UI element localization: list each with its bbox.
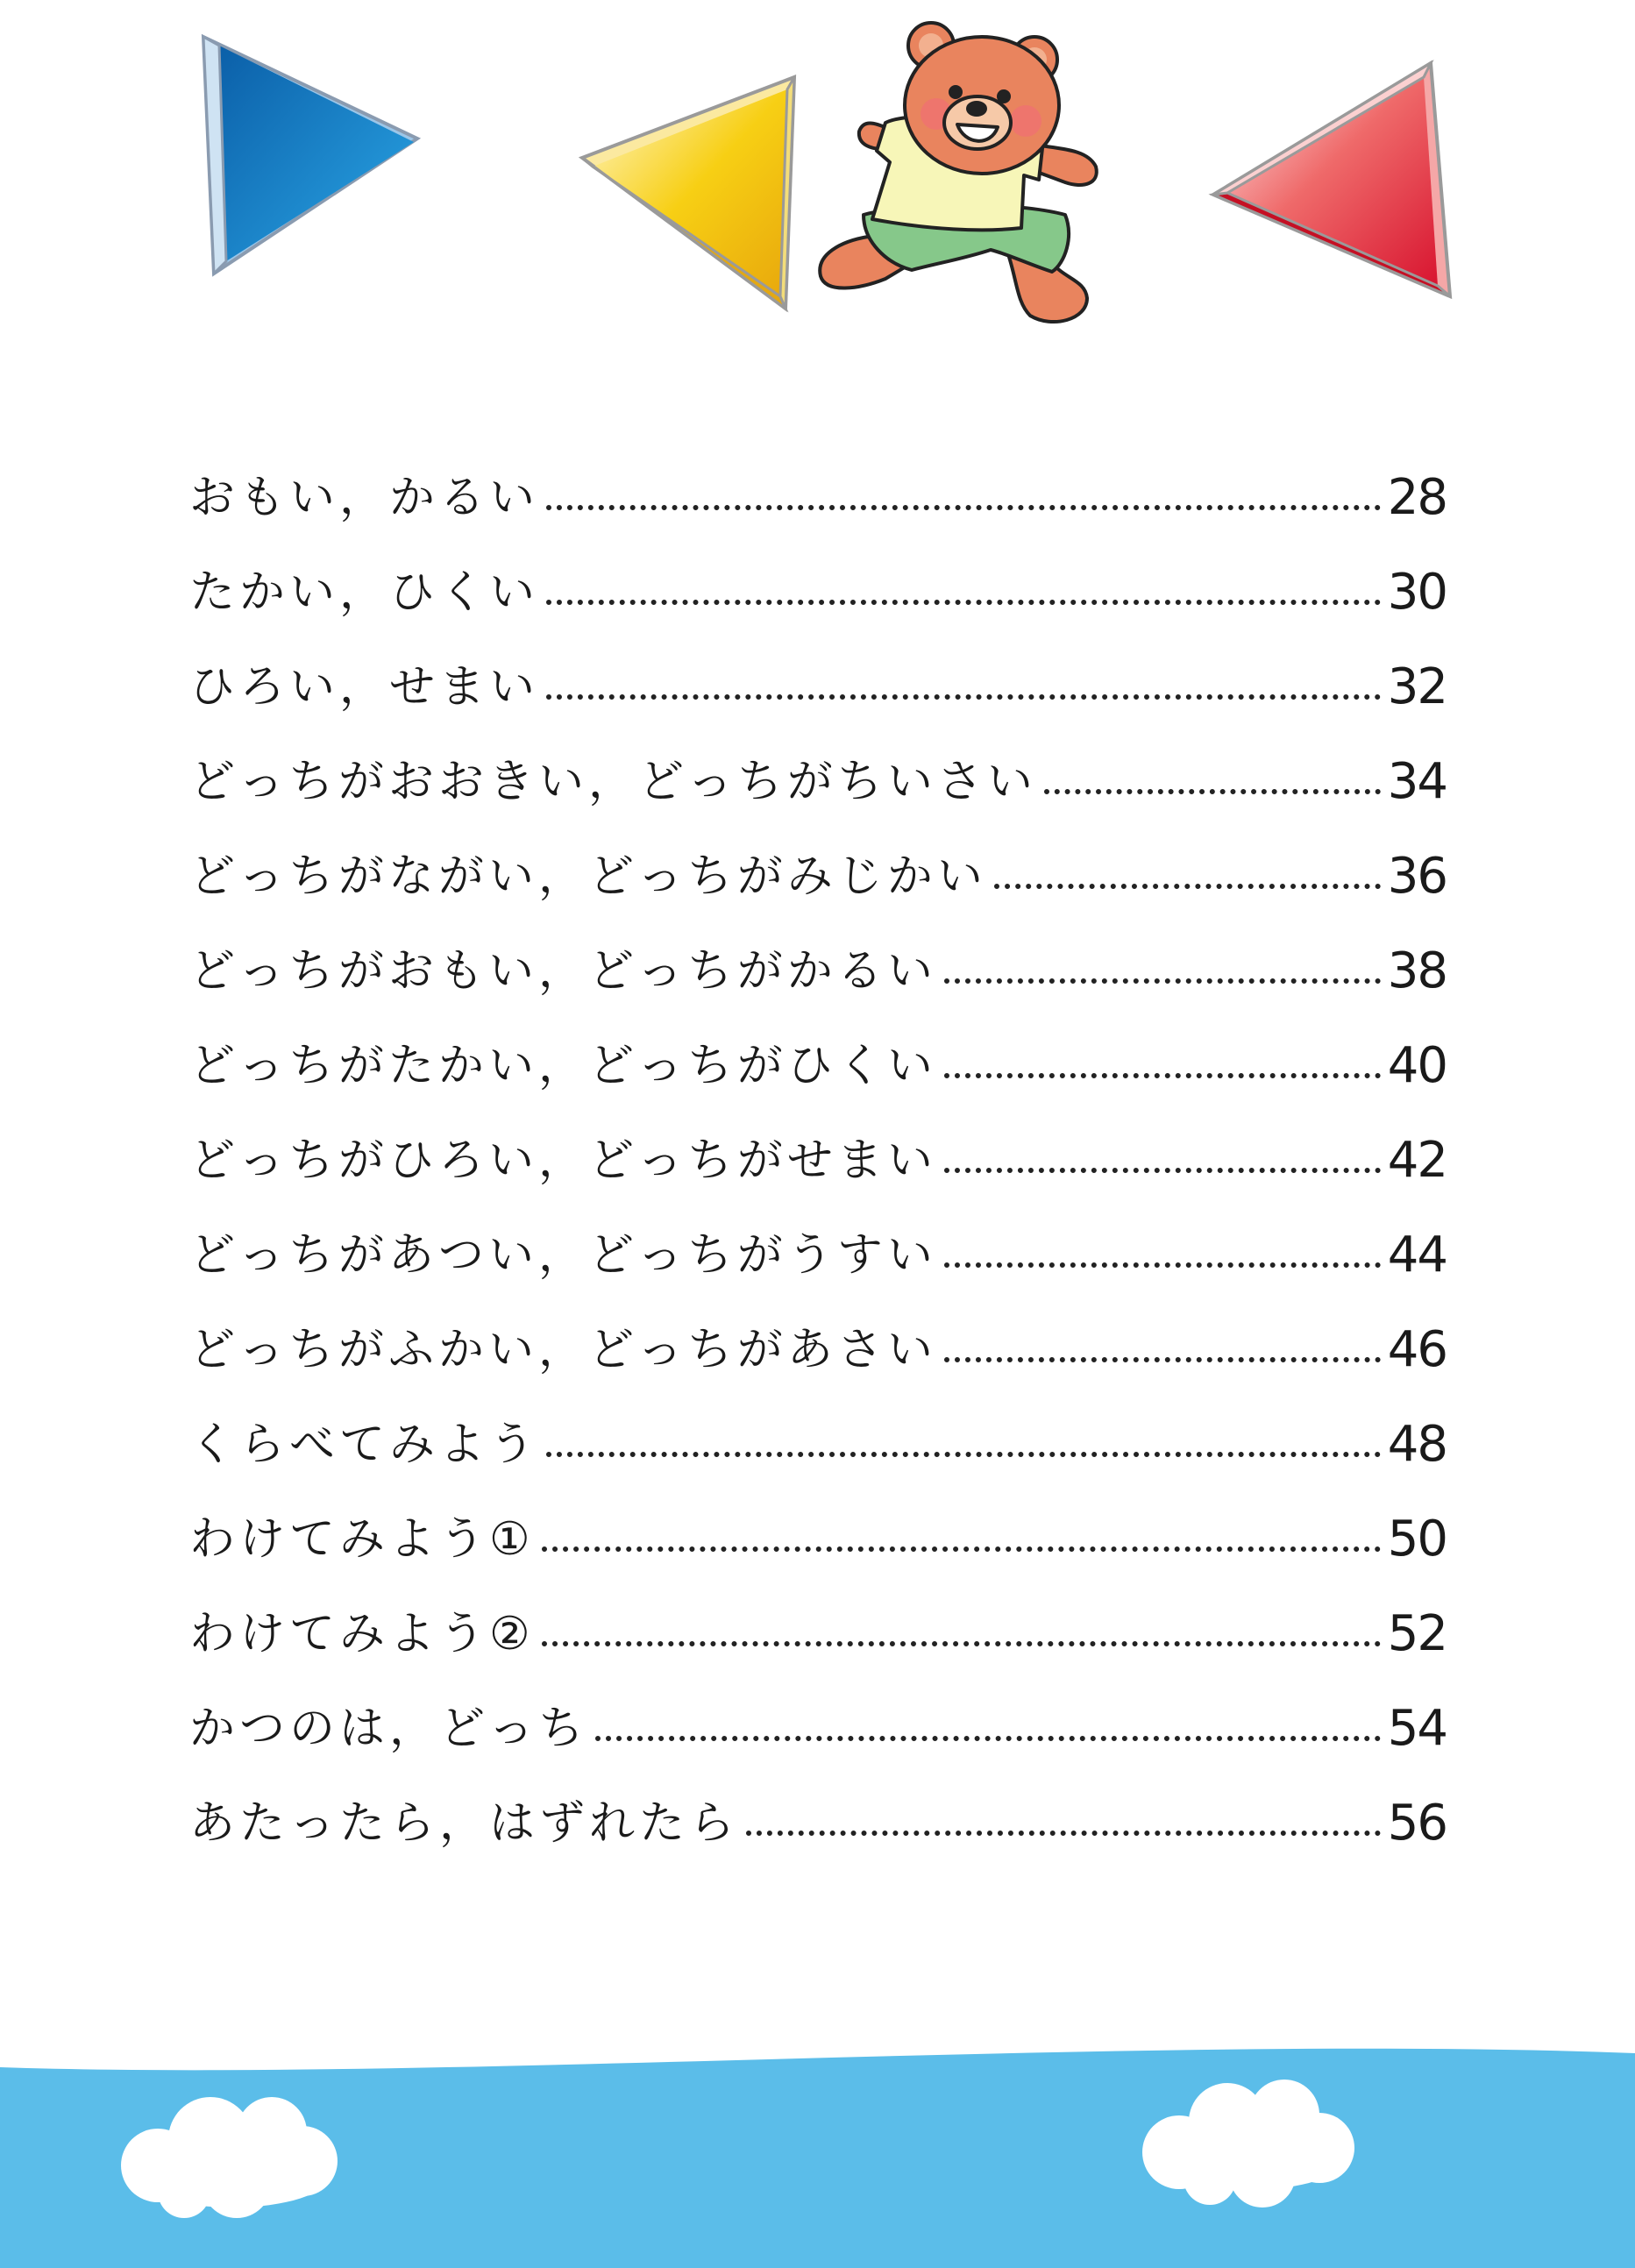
toc-entry-title: どっちがおもい，どっちがかるい bbox=[189, 945, 937, 998]
dotted-leader bbox=[546, 694, 1381, 700]
dotted-leader bbox=[546, 600, 1381, 605]
toc-entry[interactable] bbox=[189, 1471, 1447, 1566]
toc-entry-page: 50 bbox=[1387, 1511, 1447, 1568]
toc-entry[interactable] bbox=[189, 998, 1447, 1092]
dotted-leader bbox=[746, 1831, 1381, 1836]
dotted-leader bbox=[944, 1357, 1381, 1362]
toc-entry-title: あたったら，はずれたら bbox=[189, 1797, 740, 1850]
yellow-triangle-icon bbox=[582, 77, 794, 309]
toc-entry-title: くらべてみよう bbox=[189, 1418, 540, 1471]
toc-entry[interactable] bbox=[189, 1282, 1447, 1376]
toc-entry[interactable] bbox=[189, 808, 1447, 903]
dotted-leader bbox=[944, 1262, 1381, 1268]
header-illustrations bbox=[0, 0, 1635, 368]
toc-entry[interactable] bbox=[189, 524, 1447, 619]
toc-entry-page: 44 bbox=[1387, 1226, 1447, 1283]
dotted-leader bbox=[944, 1168, 1381, 1173]
toc-entry-page: 48 bbox=[1387, 1416, 1447, 1473]
toc-entry[interactable] bbox=[189, 1566, 1447, 1660]
sky-background bbox=[0, 2049, 1635, 2268]
toc-entry-page: 28 bbox=[1387, 469, 1447, 526]
dotted-leader bbox=[542, 1641, 1381, 1646]
toc-entry-title: わけてみよう① bbox=[189, 1513, 535, 1566]
dotted-leader bbox=[595, 1736, 1381, 1741]
toc-entry-title: ひろい，せまい bbox=[189, 661, 540, 714]
toc-entry[interactable] bbox=[189, 619, 1447, 714]
dotted-leader bbox=[994, 884, 1381, 889]
toc-entry-page: 40 bbox=[1387, 1037, 1447, 1094]
toc-entry-title: どっちがふかい，どっちがあさい bbox=[189, 1324, 937, 1376]
blue-triangle-icon bbox=[203, 37, 417, 274]
dotted-leader bbox=[546, 505, 1381, 510]
toc-entry-title: たかい，ひくい bbox=[189, 566, 540, 619]
cloud-icon bbox=[1142, 2080, 1354, 2208]
dotted-leader bbox=[546, 1452, 1381, 1457]
toc-entry[interactable] bbox=[189, 430, 1447, 524]
toc-entry-page: 38 bbox=[1387, 942, 1447, 999]
toc-entry-page: 42 bbox=[1387, 1132, 1447, 1189]
toc-entry-page: 36 bbox=[1387, 848, 1447, 905]
toc-entry-title: どっちがひろい，どっちがせまい bbox=[189, 1134, 937, 1187]
toc-entry-title: どっちがおおきい，どっちがちいさい bbox=[189, 756, 1037, 808]
toc-entry-page: 54 bbox=[1387, 1700, 1447, 1757]
cloud-icon bbox=[121, 2097, 338, 2218]
toc-entry-page: 32 bbox=[1387, 658, 1447, 715]
table-of-contents bbox=[189, 430, 1447, 1850]
toc-entry[interactable] bbox=[189, 1092, 1447, 1187]
toc-entry-title: どっちがあつい，どっちがうすい bbox=[189, 1229, 937, 1282]
toc-entry-page: 52 bbox=[1387, 1605, 1447, 1662]
dotted-leader bbox=[1044, 789, 1381, 794]
dotted-leader bbox=[944, 1073, 1381, 1078]
toc-entry[interactable] bbox=[189, 903, 1447, 998]
toc-entry[interactable] bbox=[189, 1187, 1447, 1282]
toc-entry-title: おもい，かるい bbox=[189, 472, 540, 524]
bear-mascot-icon bbox=[820, 23, 1097, 322]
toc-entry-title: どっちがたかい，どっちがひくい bbox=[189, 1040, 937, 1092]
red-triangle-icon bbox=[1213, 63, 1450, 296]
toc-entry-page: 30 bbox=[1387, 564, 1447, 621]
toc-entry[interactable] bbox=[189, 1755, 1447, 1850]
toc-entry-page: 34 bbox=[1387, 753, 1447, 810]
toc-entry-title: わけてみよう② bbox=[189, 1608, 535, 1660]
toc-entry-page: 46 bbox=[1387, 1321, 1447, 1378]
toc-entry[interactable] bbox=[189, 1376, 1447, 1471]
toc-entry-title: かつのは，どっち bbox=[189, 1703, 588, 1755]
dotted-leader bbox=[542, 1546, 1381, 1552]
toc-entry[interactable] bbox=[189, 714, 1447, 808]
toc-entry-title: どっちがながい，どっちがみじかい bbox=[189, 850, 987, 903]
toc-entry[interactable] bbox=[189, 1660, 1447, 1755]
toc-entry-page: 56 bbox=[1387, 1795, 1447, 1852]
dotted-leader bbox=[944, 978, 1381, 984]
